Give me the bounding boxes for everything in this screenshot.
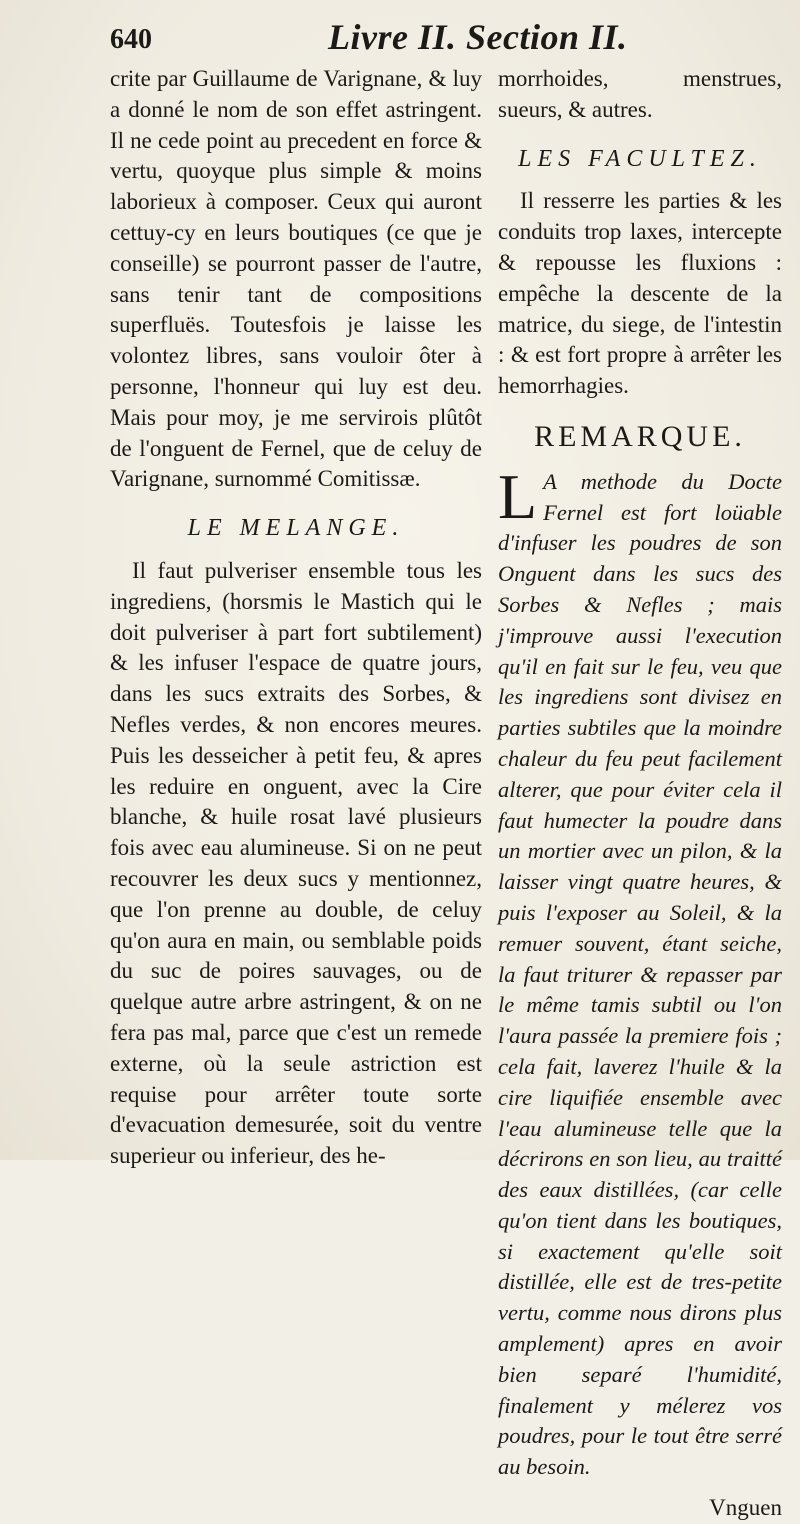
- section-title-facultez: LES FACULTEZ.: [518, 145, 762, 172]
- remarque-block: [498, 460, 782, 1483]
- page-header: [110, 14, 780, 64]
- right-paragraph-2: Il resserre les parties & les conduits trop laxes, intercepte & repousse les fluxions : empêche la descente de la matrice, du siege, de l'intestin : & est fort propre à arrêter les hemorrhagies.: [498, 188, 782, 399]
- right-paragraph-1: morrhoides, menstrues, sueurs, & autres.: [498, 66, 782, 122]
- remarque-text: A methode du Docte Fernel est fort loüable d'infuser les poudres de son Onguent dans les sucs des Sorbes & Nefles ; mais j'improuve aussi l'execution qu'il en fait sur le feu, veu que les ingrediens sont divisez en parties subtiles que la moindre chaleur du feu peut facilement alterer, que pour éviter cela il faut humecter la poudre dans un mortier avec un pilon, & la laisser vingt quatre heures, & puis l'exposer au Soleil, & la remuer souvent, étant seiche, la faut triturer & repasser par le même tamis subtil ou l'on l'aura passée la premiere fois ; cela fait, laverez l'huile & la cire liquifiée ensemble avec l'eau alumineuse telle que la décrirons en son lieu, au traitté des eaux distillées, (car celle qu'on tient dans les boutiques, si exactement qu'elle soit distillée, elle est de tres-petite vertu, comme nous dirons plus amplement) apres en avoir bien separé l'humidité, finalement y mélerez vos poudres, pour le tout être serré au besoin.: [498, 468, 782, 1480]
- catchword: Vnguen: [709, 1495, 782, 1521]
- section-title-melange: LE MELANGE.: [187, 515, 405, 542]
- page-number: 640: [110, 24, 152, 55]
- drop-cap-initial: L: [498, 460, 538, 532]
- left-paragraph-1: crite par Guillaume de Varignane, & luy a donné le nom de son effet astringent. Il ne cede point au precedent en force & vertu, quoyque plus simple & moins laborieux à composer. Ceux qui auront cettuy-cy en leurs boutiques (ce que je conseille) se pourront passer de l'autre, sans tenir tant de compositions superfluës. Toutesfois je laisse les volontez libres, sans vouloir ôter à personne, l'honneur qui luy est deu. Mais pour moy, je me servirois plûtôt de l'onguent de Fernel, que de celuy de Varignane, surnommé Comitissæ.: [110, 66, 482, 492]
- left-paragraph-2: Il faut pulveriser ensemble tous les ingrediens, (horsmis le Mastich qui le doit pulveriser à part fort subtilement) & les infuser l'espace de quatre jours, dans les sucs extraits des Sorbes, & Nefles verdes, & non encores meures. Puis les desseicher à petit feu, & apres les reduire en onguent, avec la Cire blanche, & huile rosat lavé plusieurs fois avec eau alumineuse. Si on ne peut recouvrer les deux sucs y mentionnez, que l'on prenne au double, de celuy qu'on aura en main, ou semblable poids du suc de poires sauvages, ou de quelque autre arbre astringent, & on ne fera pas mal, parce que c'est un remede externe, où la seule astriction est requise pour arrêter toute sorte d'evacuation demesurée, soit du ventre superieur ou inferieur, des he-: [110, 557, 482, 1169]
- remarque-title: REMARQUE.: [534, 419, 746, 453]
- left-column: [110, 64, 482, 1172]
- running-head: Livre II. Section II.: [328, 17, 628, 57]
- right-column: [498, 64, 782, 1524]
